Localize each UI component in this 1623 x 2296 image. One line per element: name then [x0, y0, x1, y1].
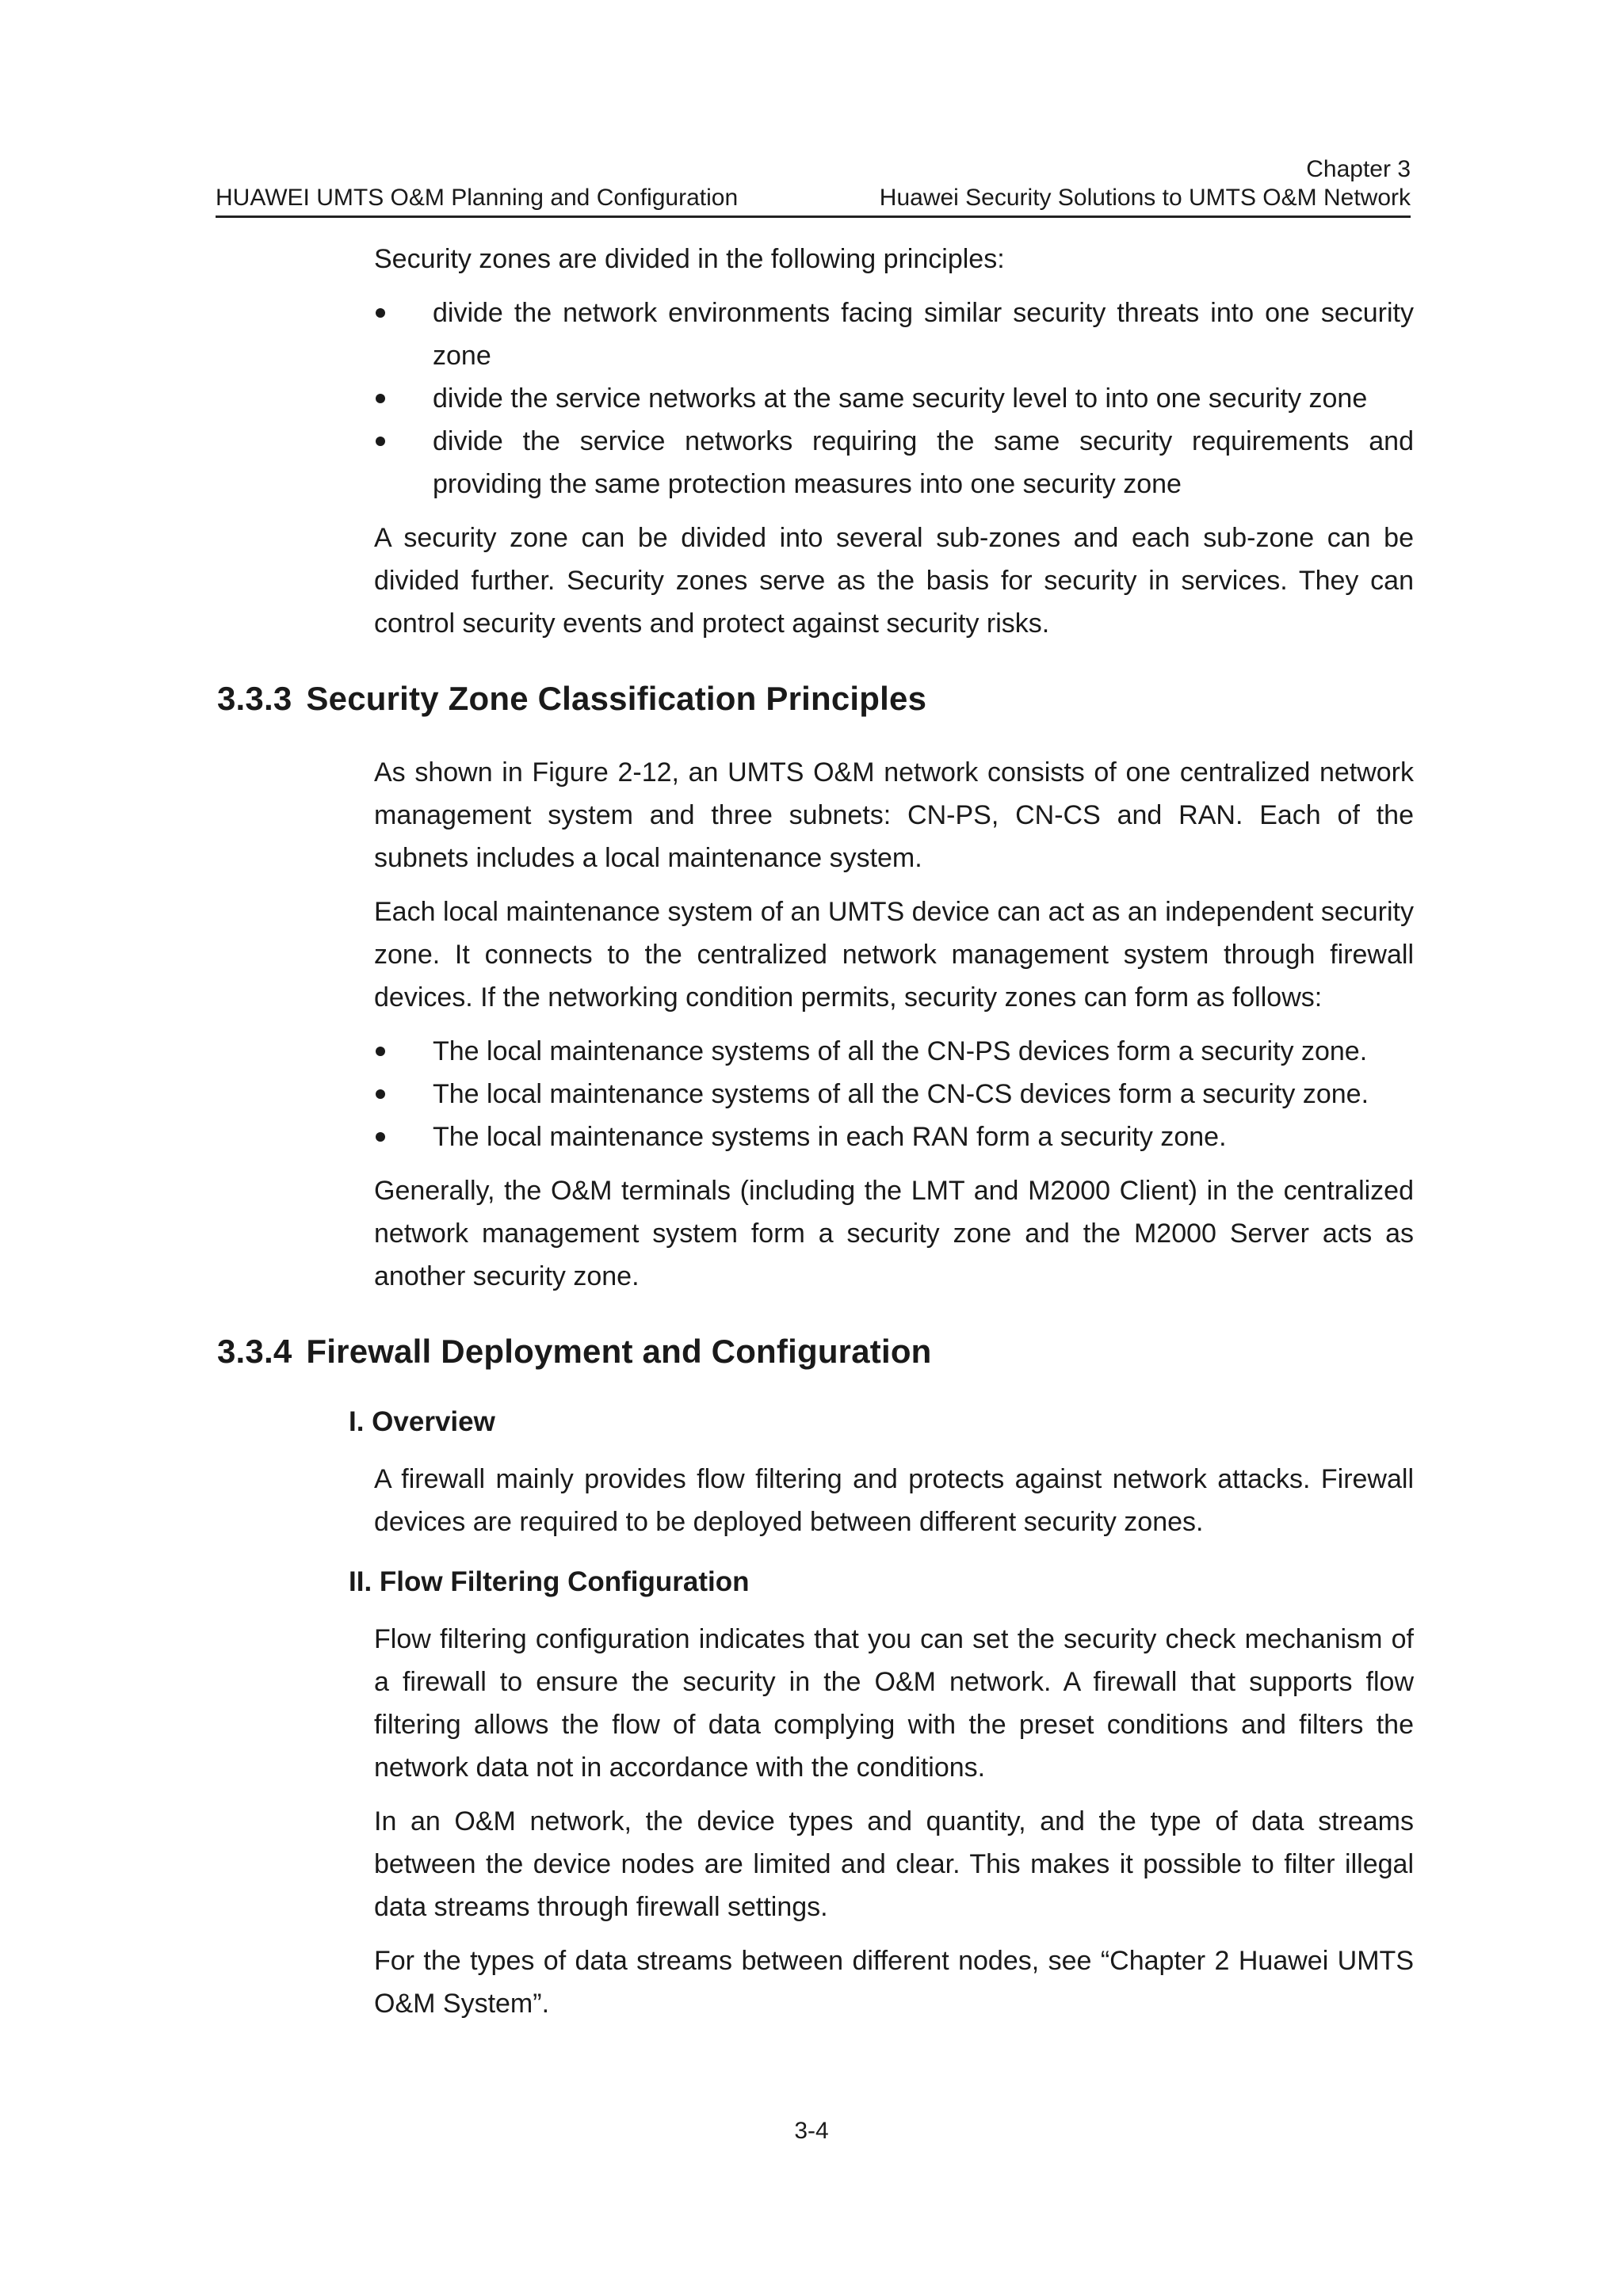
intro-closing: A security zone can be divided into several sub-zones and each sub-zone can be divided further. Security zones serve as the basis for security in services. They can control security events and protect against security risks. — [374, 523, 1414, 639]
bullet-icon — [376, 308, 385, 318]
section-3-3-3-para-2: Each local maintenance system of an UMTS device can act as an independent security zone. It connects to the centralized network management system through firewall devices. If the networking condition permits, security zones can form as follows: — [374, 897, 1414, 1013]
bullet-icon — [376, 1089, 385, 1099]
header-book-title: HUAWEI UMTS O&M Planning and Configuration — [216, 185, 739, 211]
section-title: Firewall Deployment and Configuration — [306, 1333, 932, 1370]
page-header — [216, 155, 1411, 218]
list-item-text: The local maintenance systems in each RAN form a security zone. — [433, 1122, 1227, 1152]
header-chapter-number: Chapter 3 — [1306, 156, 1411, 182]
intro-bullet-list — [0, 292, 1623, 505]
list-item-text: divide the service networks at the same security level to into one security zone — [433, 383, 1368, 414]
flow-filtering-para-2: In an O&M network, the device types and quantity, and the type of data streams between the device nodes are limited and clear. This makes it possible to filter illegal data streams through firewall settings. — [374, 1806, 1414, 1922]
section-number: 3.3.4 — [217, 1333, 292, 1370]
bullet-icon — [376, 1132, 385, 1142]
page-number: 3-4 — [794, 2118, 829, 2144]
intro-lead: Security zones are divided in the following principles: — [374, 244, 1005, 274]
list-item-text: divide the network environments facing similar security threats into one security zone — [433, 298, 1414, 371]
overview-para: A firewall mainly provides flow filtering and protects against network attacks. Firewall devices are required to be deployed between different security zones. — [374, 1464, 1414, 1537]
list-item — [433, 420, 1414, 505]
list-item — [433, 1116, 1414, 1158]
bullet-icon — [376, 437, 385, 446]
header-chapter-title: Huawei Security Solutions to UMTS O&M Network — [879, 185, 1411, 211]
list-item — [433, 1073, 1414, 1116]
section-3-3-3-para-1: As shown in Figure 2-12, an UMTS O&M network consists of one centralized network management system and three subnets: CN-PS, CN-CS and RAN. Each of the subnets includes a local maintenance system. — [374, 757, 1414, 873]
list-item — [433, 292, 1414, 377]
list-item-text: divide the service networks requiring the same security requirements and providing the same protection measures into one security zone — [433, 426, 1414, 499]
section-number: 3.3.3 — [217, 680, 292, 717]
flow-filtering-para-1: Flow filtering configuration indicates that you can set the security check mechanism of a firewall to ensure the security in the O&M network. A firewall that supports flow filtering allows the flow of data complying with the preset conditions and filters the network data not in accordance with the conditions. — [374, 1624, 1414, 1783]
list-item — [433, 377, 1414, 420]
section-3-3-3-para-3: Generally, the O&M terminals (including the LMT and M2000 Client) in the centralized network management system form a security zone and the M2000 Server acts as another security zone. — [374, 1176, 1414, 1291]
list-item-text: The local maintenance systems of all the CN-CS devices form a security zone. — [433, 1079, 1369, 1109]
bullet-icon — [376, 1047, 385, 1056]
section-title: Security Zone Classification Principles — [306, 680, 927, 717]
list-item — [433, 1030, 1414, 1073]
header-chapter — [880, 155, 1411, 212]
zone-bullet-list — [0, 1030, 1623, 1158]
page-body — [0, 238, 1623, 2036]
subsection-heading-flow-filtering: II. Flow Filtering Configuration — [349, 1566, 750, 1597]
section-heading-3-3-4 — [217, 1331, 1623, 1372]
flow-filtering-para-3: For the types of data streams between different nodes, see “Chapter 2 Huawei UMTS O&M System”. — [374, 1946, 1414, 2019]
section-heading-3-3-3 — [217, 678, 1623, 719]
subsection-heading-overview: I. Overview — [349, 1406, 495, 1437]
list-item-text: The local maintenance systems of all the CN-PS devices form a security zone. — [433, 1036, 1368, 1066]
bullet-icon — [376, 394, 385, 403]
